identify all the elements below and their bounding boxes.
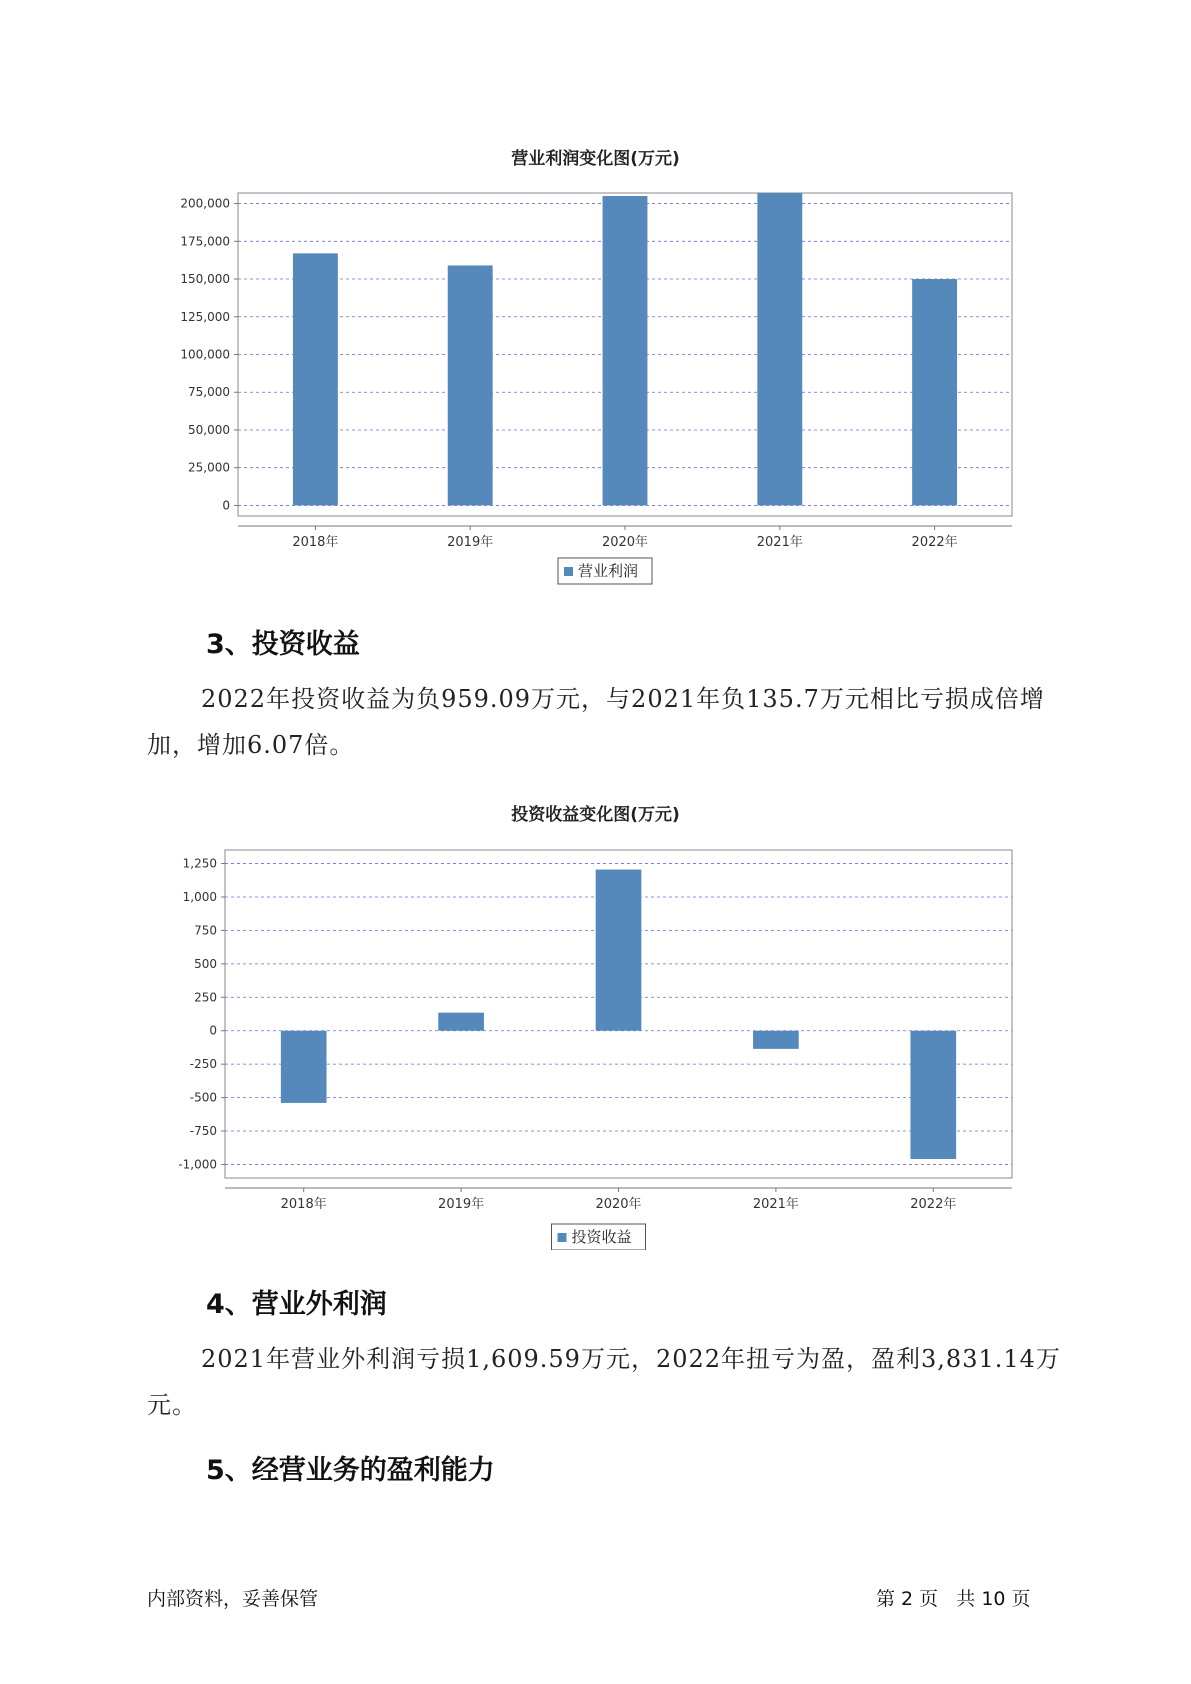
y-tick-label: -750	[189, 1124, 217, 1139]
section3-paragraph: 2022年投资收益为负959.09万元，与2021年负135.7万元相比亏损成倍增加，增加6.07倍。	[147, 685, 1045, 759]
bar	[448, 265, 493, 505]
y-tick-label: -1,000	[178, 1157, 217, 1172]
y-tick-label: 125,000	[180, 309, 230, 324]
y-tick-label: 75,000	[188, 385, 230, 400]
bar	[910, 1031, 956, 1159]
y-tick-label: 100,000	[180, 347, 230, 362]
y-tick-label: -250	[189, 1057, 217, 1072]
legend-label: 投资收益	[571, 1228, 632, 1246]
y-tick-label: 0	[222, 498, 230, 513]
bar	[912, 279, 957, 505]
x-tick-label: 2018年	[292, 535, 339, 550]
y-tick-label: 200,000	[180, 196, 230, 211]
x-tick-label: 2021年	[756, 535, 803, 550]
bar	[281, 1031, 327, 1103]
chart1-title: 营业利润变化图(万元)	[511, 149, 680, 169]
bar	[753, 1031, 799, 1049]
bar	[438, 1013, 484, 1031]
section4-paragraph: 2021年营业外利润亏损1,609.59万元，2022年扭亏为盈，盈利3,831.14万元。	[147, 1345, 1061, 1419]
x-tick-label: 2020年	[595, 1197, 642, 1212]
y-tick-label: 150,000	[180, 272, 230, 287]
y-tick-label: 0	[209, 1023, 217, 1038]
y-tick-label: 1,000	[182, 889, 217, 904]
bar	[757, 193, 802, 505]
x-tick-label: 2018年	[280, 1197, 327, 1212]
x-tick-label: 2019年	[447, 535, 494, 550]
footer-page-number: 第 2 页 共 10 页	[876, 1588, 1031, 1610]
y-tick-label: 500	[194, 956, 217, 971]
y-tick-label: -500	[189, 1090, 217, 1105]
y-tick-label: 50,000	[188, 422, 230, 437]
footer-left: 内部资料，妥善保管	[147, 1588, 319, 1610]
section3-heading: 3、投资收益	[206, 629, 360, 660]
y-tick-label: 750	[194, 923, 217, 938]
legend-swatch	[558, 1233, 567, 1242]
x-tick-label: 2022年	[910, 1197, 957, 1212]
legend-label: 营业利润	[578, 562, 639, 580]
y-tick-label: 175,000	[180, 234, 230, 249]
x-tick-label: 2021年	[752, 1197, 799, 1212]
investment-income-chart	[0, 830, 1191, 1250]
y-tick-label: 1,250	[182, 856, 217, 871]
legend-swatch	[564, 567, 573, 576]
x-tick-label: 2019年	[438, 1197, 485, 1212]
operating-profit-chart	[0, 180, 1191, 620]
x-tick-label: 2022年	[911, 535, 958, 550]
y-tick-label: 25,000	[188, 460, 230, 475]
section5-heading: 5、经营业务的盈利能力	[206, 1455, 495, 1486]
chart2-title: 投资收益变化图(万元)	[511, 805, 680, 825]
bar	[293, 253, 338, 505]
bar	[603, 196, 648, 505]
y-tick-label: 250	[194, 990, 217, 1005]
bar	[596, 870, 642, 1031]
x-tick-label: 2020年	[601, 535, 649, 550]
section4-heading: 4、营业外利润	[206, 1289, 387, 1320]
